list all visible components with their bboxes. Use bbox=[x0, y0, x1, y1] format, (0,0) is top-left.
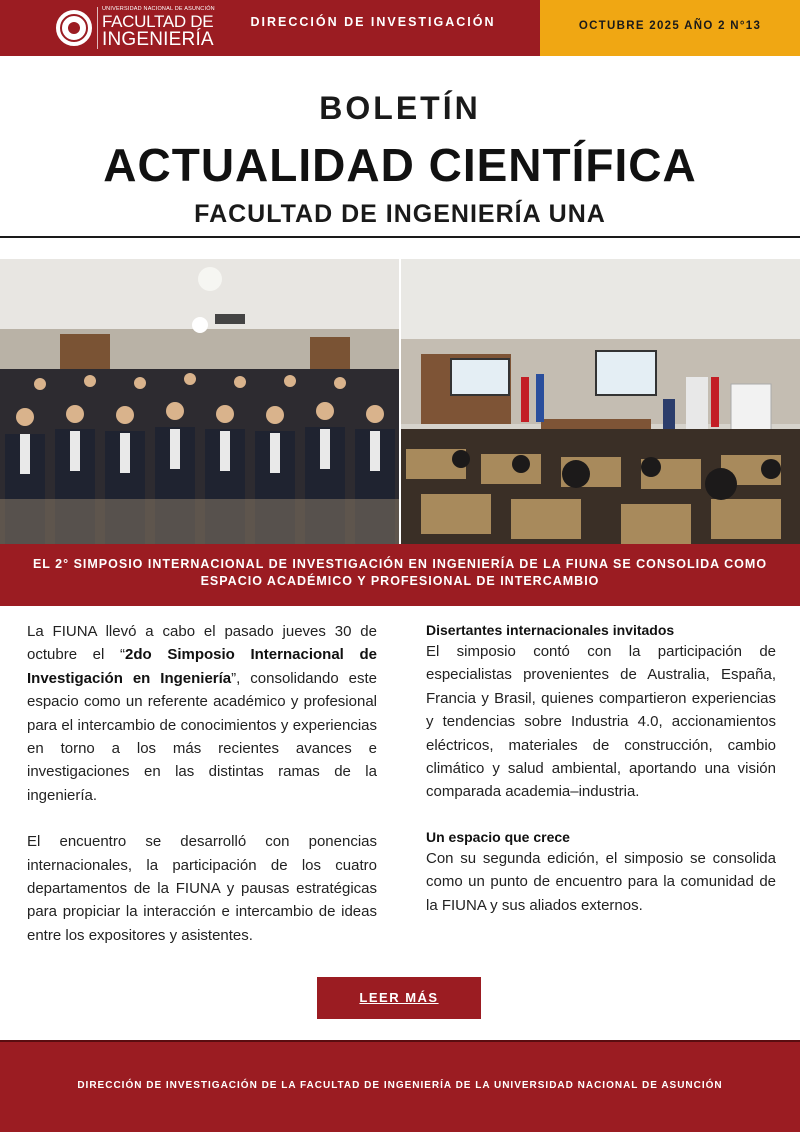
article-event-paragraph: El encuentro se desarrolló con ponencias internacionales, la participación de los cuatro departamentos de la FIUNA y pausas estratégicas para propiciar la interacción e intercambio de ideas entre los expositores y asistentes. bbox=[27, 833, 377, 944]
department-label: DIRECCIÓN DE INVESTIGACIÓN bbox=[250, 15, 496, 29]
article-intro-paragraph: La FIUNA llevó a cabo el pasado jueves 30 de octubre el “2do Simposio Internacional de Investigación en Ingeniería”, consolidando este espacio como un referente académico y profesional para el intercambio de conocimientos y experiencias en torno a los más recientes avances e investigaciones en las distintas ramas de la ingeniería. bbox=[27, 623, 377, 804]
logo-engineering-text: INGENIERÍA bbox=[102, 29, 214, 51]
bulletin-kicker: BOLETÍN bbox=[319, 90, 481, 126]
read-more-button[interactable]: LEER MÁS bbox=[317, 977, 481, 1019]
article-left-column bbox=[27, 620, 377, 970]
issue-badge: OCTUBRE 2025 AÑO 2 N°13 bbox=[540, 0, 800, 56]
speakers-heading: Disertantes internacionales invitados bbox=[426, 622, 675, 638]
bulletin-subtitle: FACULTAD DE INGENIERÍA UNA bbox=[194, 200, 606, 228]
faculty-logo[interactable] bbox=[56, 6, 215, 50]
logo-university-text: UNIVERSIDAD NACIONAL DE ASUNCIÓN bbox=[102, 5, 215, 12]
auditorium-photo bbox=[401, 259, 800, 544]
title-divider bbox=[0, 236, 800, 238]
speakers-paragraph: El simposio contó con la participación de especialistas provenientes de Australia, España, Francia y Brasil, quienes compartieron experiencias y tendencias sobre Industria 4.0, accionamientos eléctricos, materiales de construcción, cambio climático y salud ambiental, aportando una visión comparada academia–industria. bbox=[426, 643, 776, 801]
article-right-column bbox=[426, 620, 776, 940]
logo-faculty-text: FACULTAD DE bbox=[102, 12, 214, 32]
footer-bar: DIRECCIÓN DE INVESTIGACIÓN DE LA FACULTAD DE INGENIERÍA DE LA UNIVERSIDAD NACIONAL DE ASUNCIÓN bbox=[0, 1040, 800, 1132]
headline-banner: EL 2° SIMPOSIO INTERNACIONAL DE INVESTIGACIÓN EN INGENIERÍA DE LA FIUNA SE CONSOLIDA COMO ESPACIO ACADÉMICO Y PROFESIONAL DE INTERCAMBIO bbox=[0, 544, 800, 606]
bulletin-title: ACTUALIDAD CIENTÍFICA bbox=[103, 139, 697, 191]
group-photo bbox=[0, 259, 399, 544]
university-seal-icon bbox=[56, 10, 92, 46]
symposium-name: 2do Simposio Internacional de Investigación en Ingeniería bbox=[27, 646, 377, 687]
growth-paragraph: Con su segunda edición, el simposio se consolida como un punto de encuentro para la comunidad de la FIUNA y sus aliados externos. bbox=[426, 849, 776, 914]
growth-heading: Un espacio que crece bbox=[426, 828, 570, 845]
